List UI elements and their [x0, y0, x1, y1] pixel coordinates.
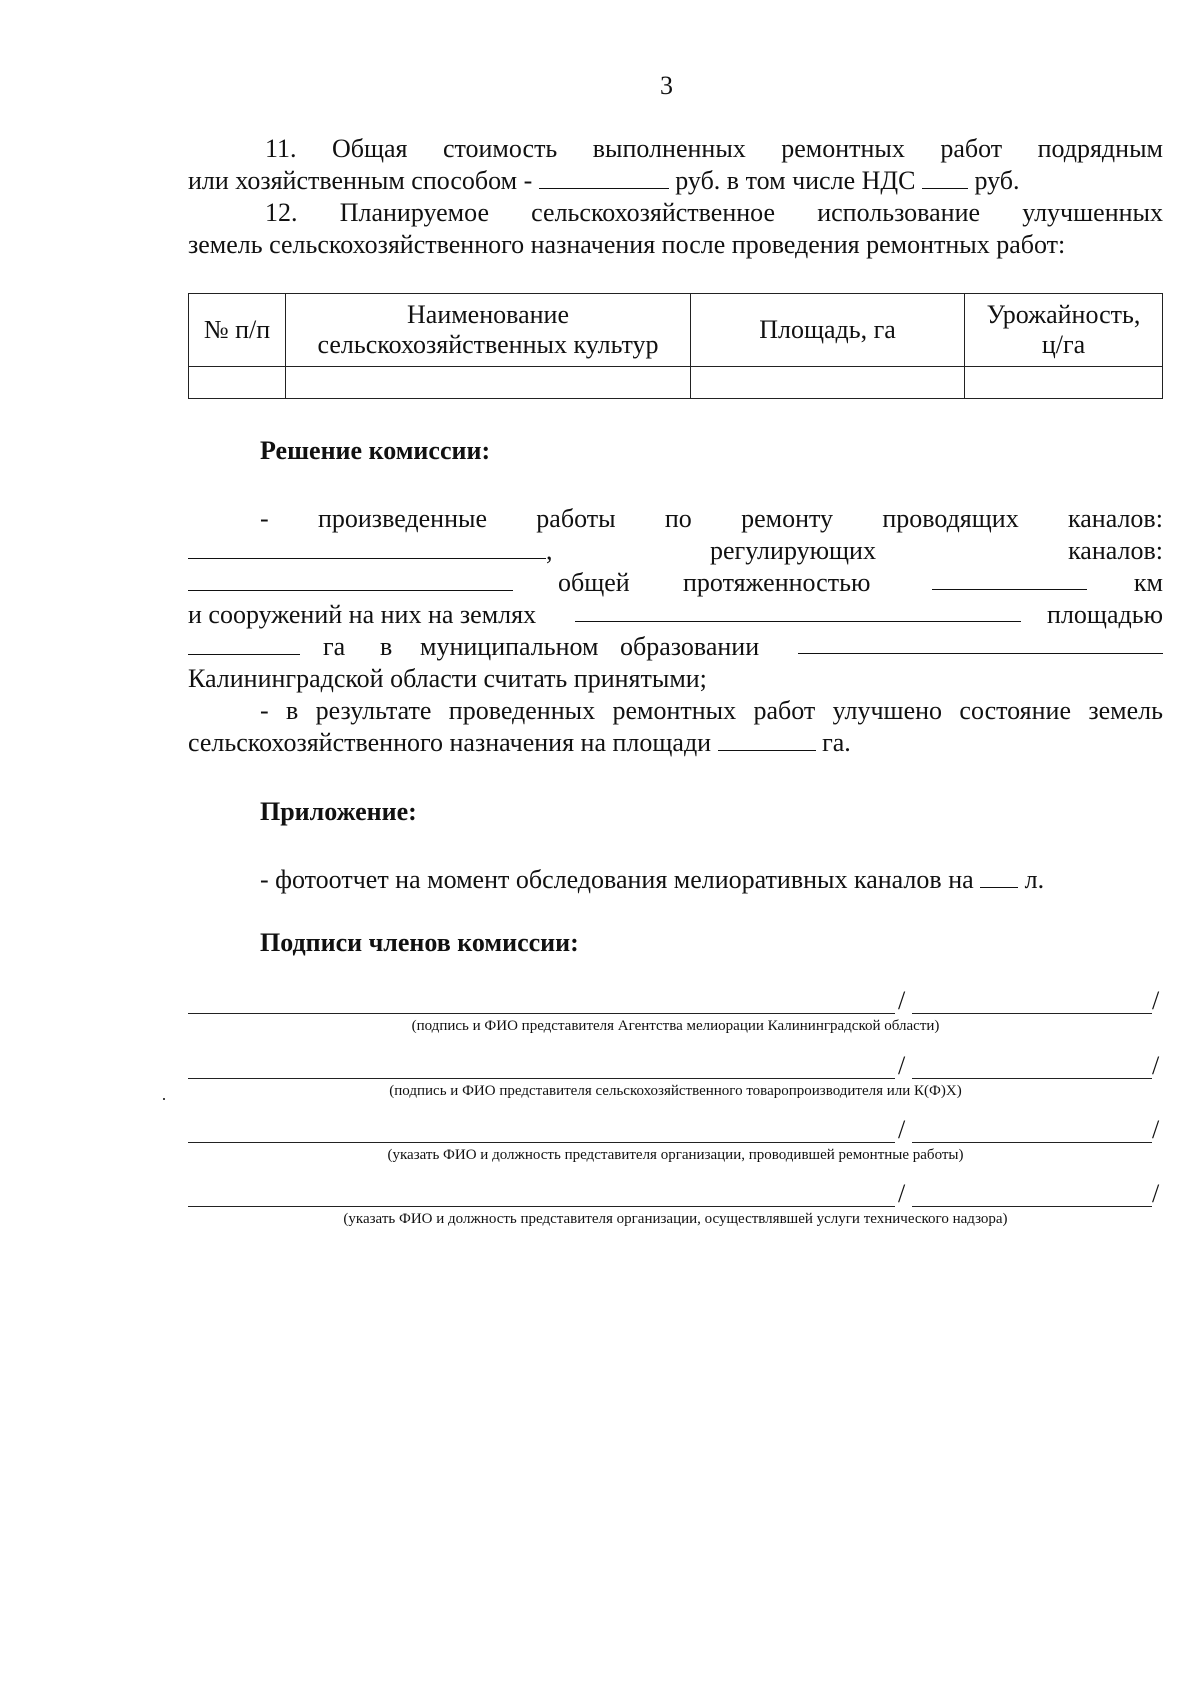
scan-dot — [163, 1098, 165, 1100]
table-header-row — [189, 294, 1163, 367]
length-km-blank — [932, 567, 1087, 590]
header-num: № п/п — [189, 294, 286, 367]
word: протяженностью — [683, 568, 871, 597]
dash: - — [260, 504, 269, 533]
header-crop-name-l1: Наименование — [407, 300, 569, 329]
decision-heading: Решение комиссии: — [260, 436, 491, 465]
signature-line[interactable] — [188, 1078, 895, 1079]
word: в — [380, 632, 393, 661]
header-area: Площадь, га — [691, 294, 965, 367]
name-line[interactable] — [912, 1013, 1152, 1014]
decision-line2 — [188, 535, 1163, 567]
drainage-channels-blank — [188, 536, 546, 559]
total-cost-blank — [539, 166, 669, 189]
decision-line6: Калининградской области считать принятыми; — [188, 664, 707, 693]
cell-area[interactable] — [691, 367, 965, 399]
signatures-heading: Подписи членов комиссии: — [260, 928, 579, 957]
slash: / — [898, 1179, 906, 1208]
header-crop-name-l2: сельскохозяйственных культур — [317, 330, 659, 359]
decision-line7: - в результате проведенных ремонтных работ улучшено состояние земель — [260, 696, 1163, 725]
word: по — [664, 504, 692, 533]
slash: / — [1152, 1051, 1160, 1080]
signature-line[interactable] — [188, 1142, 895, 1143]
signature-caption: (подпись и ФИО представителя сельскохозяйственного товаропроизводителя или К(Ф)Х) — [389, 1083, 962, 1099]
word: ремонту — [741, 504, 834, 533]
photo-report-text: - фотоотчет на момент обследования мелиоративных каналов на — [260, 865, 974, 894]
decision-line3 — [188, 567, 1163, 599]
slash: / — [1152, 1115, 1160, 1144]
lands-text: и сооружений на них на землях — [188, 600, 537, 629]
table-row — [189, 367, 1163, 399]
item11-line1: 11. Общая стоимость выполненных ремонтных работ подрядным — [265, 134, 1163, 163]
municipality-blank — [798, 631, 1163, 654]
item11-text-c: руб. — [967, 166, 1020, 195]
slash: / — [898, 1051, 906, 1080]
unit-ha: га. — [822, 728, 851, 757]
word: га — [323, 632, 346, 661]
name-line[interactable] — [912, 1206, 1152, 1207]
word: каналов: — [1068, 536, 1163, 565]
header-yield-l2: ц/га — [1041, 330, 1086, 359]
signature-line[interactable] — [188, 1206, 895, 1207]
word: проводящих — [882, 504, 1019, 533]
word: регулирующих — [710, 536, 876, 565]
decision-line1 — [260, 503, 1163, 535]
word: муниципальном — [420, 632, 599, 661]
unit-sheets: л. — [1024, 865, 1045, 894]
word: км — [1133, 568, 1163, 597]
item12-line1: 12. Планируемое сельскохозяйственное использование улучшенных — [265, 198, 1163, 227]
decision-line8 — [188, 727, 851, 759]
improved-area-blank — [718, 728, 816, 751]
word: площадью — [1047, 600, 1163, 629]
signature-line[interactable] — [188, 1013, 895, 1014]
item11-line2 — [188, 165, 1020, 197]
area-ha-blank — [188, 632, 300, 655]
header-crop-name — [286, 294, 691, 367]
signature-caption: (указать ФИО и должность представителя организации, осуществлявшей услуги технического надзора) — [343, 1211, 1008, 1227]
page-number: 3 — [660, 71, 673, 100]
sheets-count-blank — [980, 865, 1018, 888]
lands-blank — [575, 599, 1021, 622]
word: образовании — [620, 632, 760, 661]
header-yield-l1: Урожайность, — [986, 300, 1141, 329]
word: работы — [536, 504, 616, 533]
improved-area-text: сельскохозяйственного назначения на площади — [188, 728, 712, 757]
item11-text-b: руб. в том числе НДС — [668, 166, 922, 195]
slash: / — [898, 986, 906, 1015]
word: произведенные — [317, 504, 487, 533]
decision-line4 — [188, 599, 1163, 631]
header-yield — [965, 294, 1163, 367]
name-line[interactable] — [912, 1078, 1152, 1079]
cell-crop-name[interactable] — [286, 367, 691, 399]
cell-yield[interactable] — [965, 367, 1163, 399]
vat-blank — [922, 166, 968, 189]
signature-caption: (указать ФИО и должность представителя организации, проводившей ремонтные работы) — [387, 1147, 964, 1163]
signature-caption: (подпись и ФИО представителя Агентства мелиорации Калининградской области) — [411, 1018, 940, 1034]
word: каналов: — [1068, 504, 1163, 533]
crops-table — [188, 293, 1163, 399]
comma: , — [546, 536, 553, 565]
item12-line2: земель сельскохозяйственного назначения после проведения ремонтных работ: — [188, 230, 1066, 259]
slash: / — [1152, 1179, 1160, 1208]
appendix-line — [260, 864, 1044, 896]
name-line[interactable] — [912, 1142, 1152, 1143]
appendix-heading: Приложение: — [260, 797, 417, 826]
item11-text-a: или хозяйственным способом - — [188, 166, 539, 195]
slash: / — [1152, 986, 1160, 1015]
decision-line5 — [188, 631, 1163, 663]
regulating-channels-blank — [188, 568, 513, 591]
cell-num[interactable] — [189, 367, 286, 399]
word: общей — [558, 568, 630, 597]
slash: / — [898, 1115, 906, 1144]
